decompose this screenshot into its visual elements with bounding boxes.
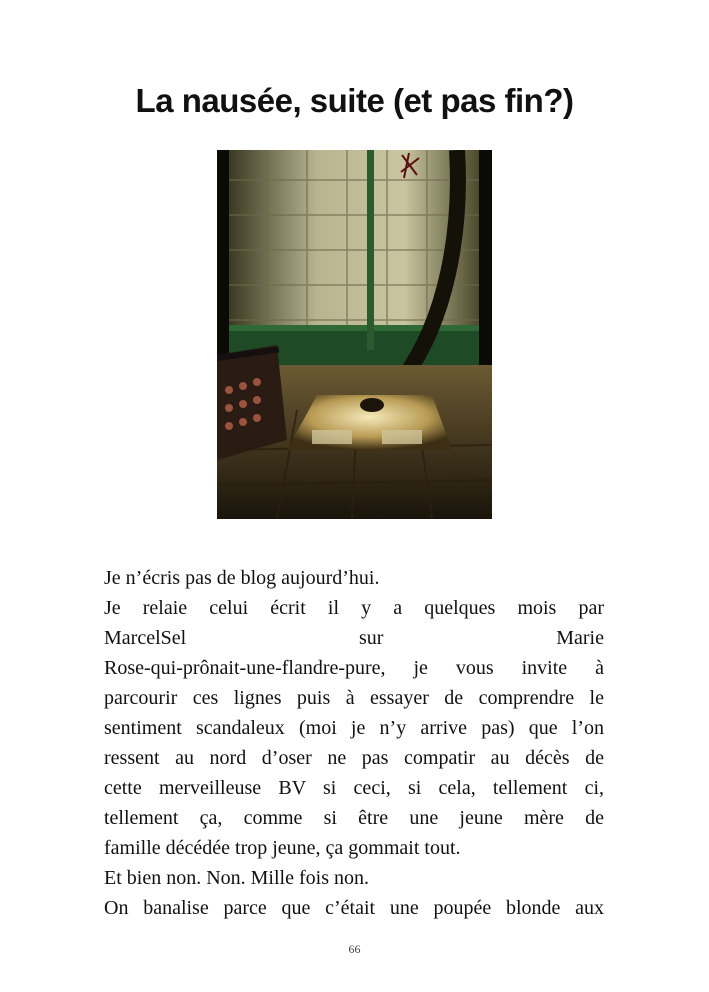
squat-toilet-photo <box>217 150 492 519</box>
text-line: ressent au nord d’oser ne pas compatir au décès de <box>104 747 604 769</box>
text-line: famille décédée trop jeune, ça gommait tout. <box>104 837 461 859</box>
text-line: Je relaie celui écrit il y a quelques mois par <box>104 597 604 619</box>
text-line: Et bien non. Non. Mille fois non. <box>104 867 369 889</box>
text-line: MarcelSel sur Marie <box>104 627 604 649</box>
page-number: 66 <box>348 942 361 956</box>
text-line: sentiment scandaleux (moi je n’y arrive pas) que l’on <box>104 717 604 739</box>
text-line: Je n’écris pas de blog aujourd’hui. <box>104 567 380 589</box>
text-line: parcourir ces lignes puis à essayer de comprendre le <box>104 687 604 709</box>
text-line: tellement ça, comme si être une jeune mère de <box>104 807 604 829</box>
body-text <box>104 563 604 923</box>
text-line: Rose-qui-prônait-une-flandre-pure, je vous invite à <box>104 657 604 679</box>
text-line: On banalise parce que c’était une poupée blonde aux <box>104 897 604 919</box>
page-title: La nausée, suite (et pas fin?) <box>135 82 574 119</box>
text-line: cette merveilleuse BV si ceci, si cela, tellement ci, <box>104 777 604 799</box>
